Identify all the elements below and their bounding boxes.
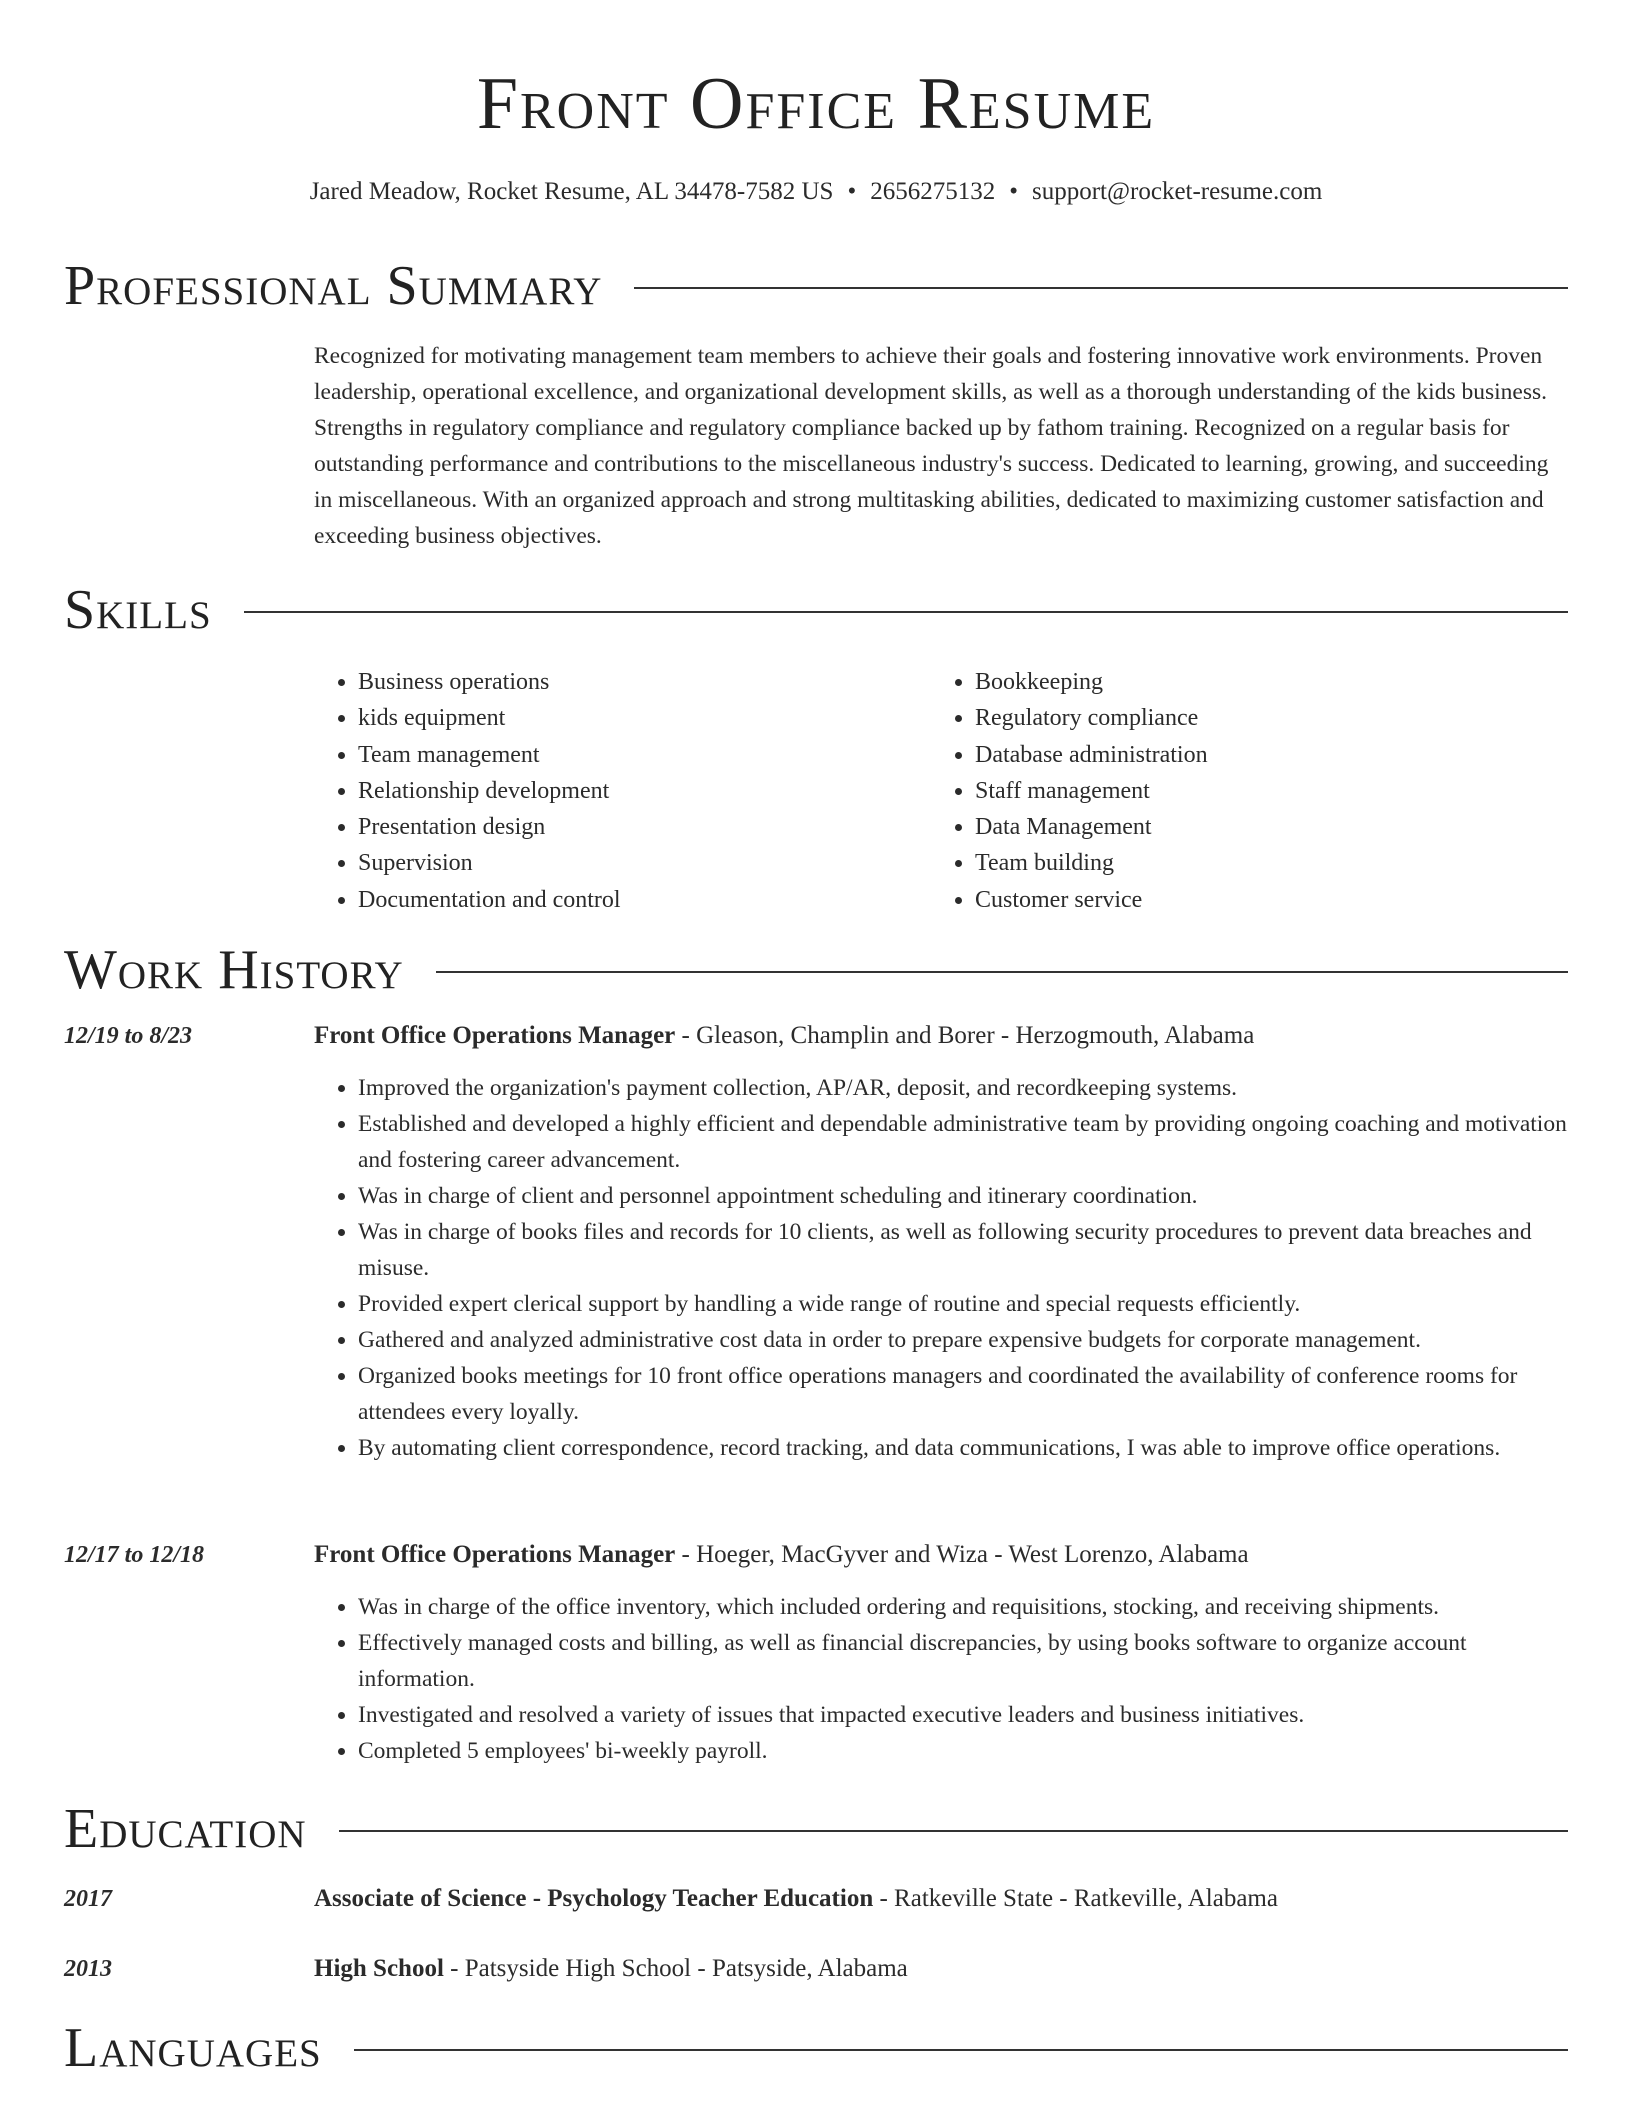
work-bullet: • Effectively managed costs and billing, as well as financial discrepancies, by using books software to organize account information. — [358, 1625, 1568, 1697]
degree-name: High School — [314, 1955, 444, 1982]
job-title: Front Office Operations Manager — [314, 1022, 676, 1049]
work-bullet: • Provided expert clerical support by handling a wide range of routine and special requests efficiently. — [358, 1286, 1568, 1322]
skill-item: • Staff management — [975, 773, 1548, 809]
skill-item: • Business operations — [358, 664, 931, 700]
contact-line — [0, 174, 1632, 210]
section-header-summary — [64, 254, 1568, 318]
skill-item: • Database administration — [975, 737, 1548, 773]
skill-item: • Team building — [975, 845, 1548, 881]
section-header-languages — [64, 2016, 1568, 2080]
skills-list — [314, 664, 1568, 918]
skills-column-left — [314, 664, 931, 918]
contact-separator: • — [847, 178, 857, 205]
work-bullet: • Improved the organization's payment collection, AP/AR, deposit, and recordkeeping systems. — [358, 1070, 1568, 1106]
work-bullets — [314, 1070, 1568, 1466]
work-bullet: • Established and developed a highly efficient and dependable administrative team by providing ongoing coaching and motivation and fostering career advancement. — [358, 1106, 1568, 1178]
contact-separator: • — [1009, 178, 1018, 205]
skill-item: • kids equipment — [358, 700, 931, 736]
section-header-skills — [64, 578, 1568, 642]
skill-item: • Regulatory compliance — [975, 700, 1548, 736]
skill-item: • Supervision — [358, 845, 931, 881]
section-divider — [354, 2049, 1568, 2051]
section-title: Education — [64, 1798, 307, 1860]
work-date: 12/17 to 12/18 — [64, 1542, 205, 1568]
contact-address: Jared Meadow, Rocket Resume, AL 34478-7582 US — [309, 178, 834, 205]
work-bullet: • Completed 5 employees' bi-weekly payroll. — [358, 1733, 1568, 1769]
section-title: Skills — [64, 579, 212, 641]
work-bullet: • Was in charge of client and personnel appointment scheduling and itinerary coordination. — [358, 1178, 1568, 1214]
summary-paragraph: Recognized for motivating management team members to achieve their goals and fostering innovative work environments. Proven leadership, operational excellence, and organizational development skills, as well as a thorough understanding of the kids business. Strengths in regulatory compliance and regulatory compliance backed up by fathom training. Recognized on a regular basis for outstanding performance and contributions to the miscellaneous industry's success. Dedicated to learning, growing, and succeeding in miscellaneous. With an organized approach and strong multitasking abilities, dedicated to maximizing customer satisfaction and exceeding business objectives. — [314, 343, 1549, 549]
section-header-education — [64, 1797, 1568, 1861]
skill-item: • Presentation design — [358, 809, 931, 845]
education-heading — [314, 1951, 1568, 1987]
section-divider — [339, 1830, 1568, 1832]
section-title: Languages — [64, 2017, 322, 2079]
contact-phone: 2656275132 — [870, 178, 996, 205]
work-date: 12/19 to 8/23 — [64, 1023, 193, 1049]
skill-item: • Bookkeeping — [975, 664, 1548, 700]
work-bullet: • Was in charge of the office inventory, which included ordering and requisitions, stocking, and receiving shipments. — [358, 1589, 1568, 1625]
education-year: 2017 — [64, 1886, 112, 1912]
job-employer: - Hoeger, MacGyver and Wiza - West Lorenzo, Alabama — [675, 1541, 1249, 1568]
work-bullet: • Gathered and analyzed administrative cost data in order to prepare expensive budgets for corporate management. — [358, 1322, 1568, 1358]
skill-item: • Data Management — [975, 809, 1548, 845]
school-details: - Ratkeville State - Ratkeville, Alabama — [873, 1885, 1278, 1912]
work-bullet: • By automating client correspondence, record tracking, and data communications, I was able to improve office operations. — [358, 1430, 1568, 1466]
job-employer: - Gleason, Champlin and Borer - Herzogmouth, Alabama — [675, 1022, 1255, 1049]
work-bullet: • Investigated and resolved a variety of issues that impacted executive leaders and business initiatives. — [358, 1697, 1568, 1733]
section-title: Work History — [64, 939, 404, 1001]
contact-email[interactable]: support@rocket-resume.com — [1032, 178, 1323, 205]
work-heading — [314, 1018, 1568, 1054]
section-header-work — [64, 938, 1568, 1002]
skills-column-right — [931, 664, 1548, 918]
skill-item: • Relationship development — [358, 773, 931, 809]
job-title: Front Office Operations Manager — [314, 1541, 676, 1568]
school-details: - Patsyside High School - Patsyside, Alabama — [443, 1955, 908, 1982]
section-divider — [244, 611, 1568, 613]
work-bullet: • Was in charge of books files and records for 10 clients, as well as following security procedures to prevent data breaches and misuse. — [358, 1214, 1568, 1286]
document-title: Front Office Resume — [476, 63, 1156, 145]
skill-item: • Team management — [358, 737, 931, 773]
work-bullet: • Organized books meetings for 10 front office operations managers and coordinated the availability of conference rooms for attendees every loyally. — [358, 1358, 1568, 1430]
education-year: 2013 — [64, 1956, 112, 1982]
education-heading — [314, 1881, 1568, 1917]
skill-item: • Customer service — [975, 882, 1548, 918]
section-title: Professional Summary — [64, 255, 603, 317]
degree-name: Associate of Science - Psychology Teacher Education — [314, 1885, 874, 1912]
section-divider — [436, 971, 1568, 973]
section-divider — [634, 287, 1568, 289]
work-bullets — [314, 1589, 1568, 1769]
skill-item: • Documentation and control — [358, 882, 931, 918]
work-heading — [314, 1537, 1568, 1573]
